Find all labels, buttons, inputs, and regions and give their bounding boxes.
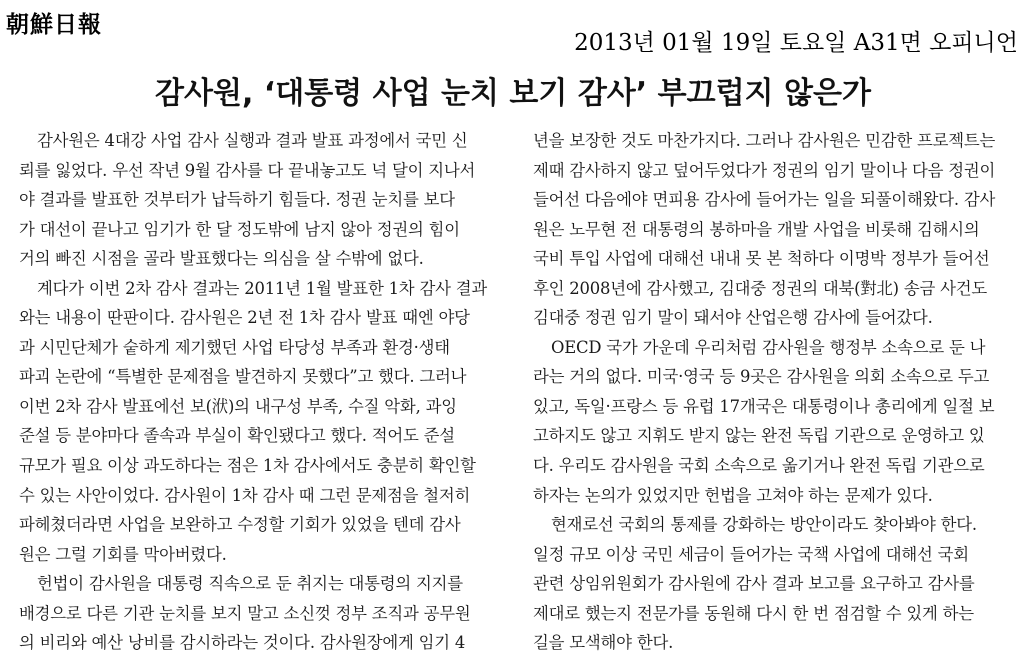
text-line: 들어선 다음에야 면피용 감사에 들어가는 일을 되풀이해왔다. 감사 bbox=[533, 190, 996, 210]
text-line: 원은 그럴 기회를 막아버렸다. bbox=[19, 544, 227, 564]
text-line: 일정 규모 이상 국민 세금이 들어가는 국책 사업에 대해선 국회 bbox=[533, 544, 969, 564]
text-line: 와는 내용이 딴판이다. 감사원은 2년 전 1차 감사 발표 때엔 야당 bbox=[19, 308, 470, 328]
text-line: 규모가 필요 이상 과도하다는 점은 1차 감사에서도 충분히 확인할 bbox=[19, 456, 476, 476]
text-line: 가 대선이 끝나고 임기가 한 달 정도밖에 남지 않아 정권의 힘이 bbox=[19, 219, 460, 239]
text-line: 고하지도 않고 지휘도 받지 않는 완전 독립 기관으로 운영하고 있 bbox=[533, 426, 985, 446]
newspaper-masthead: 朝鮮日報 bbox=[6, 11, 102, 38]
text-line: 뢰를 잃었다. 우선 작년 9월 감사를 다 끝내놓고도 넉 달이 지나서 bbox=[19, 160, 476, 180]
text-line: 현재로선 국회의 통제를 강화하는 방안이라도 찾아봐야 한다. bbox=[551, 515, 977, 535]
text-line: 야 결과를 발표한 것부터가 납득하기 힘들다. 정권 눈치를 보다 bbox=[19, 190, 455, 210]
text-line: 이번 2차 감사 발표에선 보(洑)의 내구성 부족, 수질 악화, 과잉 bbox=[19, 396, 457, 416]
text-line: 라는 거의 없다. 미국·영국 등 9곳은 감사원을 의회 소속으로 두고 bbox=[533, 367, 990, 387]
article-column-left bbox=[19, 126, 505, 658]
text-line: 계다가 이번 2차 감사 결과는 2011년 1월 발표한 1차 감사 결과 bbox=[37, 278, 487, 298]
text-line: 년을 보장한 것도 마찬가지다. 그러나 감사원은 민감한 프로젝트는 bbox=[533, 131, 996, 150]
text-line: 과 시민단체가 숱하게 제기했던 사업 타당성 부족과 환경·생태 bbox=[19, 337, 450, 357]
text-line: 김대중 정권 임기 말이 돼서야 산업은행 감사에 들어갔다. bbox=[533, 308, 933, 328]
text-line: 감사원은 4대강 사업 감사 실행과 결과 발표 과정에서 국민 신 bbox=[37, 131, 468, 150]
text-line: 배경으로 다른 기관 눈치를 보지 말고 소신껏 정부 조직과 공무원 bbox=[19, 603, 471, 623]
article-column-right bbox=[533, 126, 1020, 658]
text-line: 국비 투입 사업에 대해선 내내 못 본 척하다 이명박 정부가 들어선 bbox=[533, 249, 990, 269]
text-line: 거의 빠진 시점을 골라 발표했다는 의심을 살 수밖에 없다. bbox=[19, 249, 424, 269]
text-line: 의 비리와 예산 낭비를 감시하라는 것이다. 감사원장에게 임기 4 bbox=[19, 633, 466, 653]
text-line: 준설 등 분야마다 졸속과 부실이 확인됐다고 했다. 적어도 준설 bbox=[19, 426, 455, 446]
text-line: 헌법이 감사원을 대통령 직속으로 둔 취지는 대통령의 지지를 bbox=[37, 574, 463, 594]
page-title: 감사원, ‘대통령 사업 눈치 보기 감사’ 부끄럽지 않은가 bbox=[155, 76, 871, 111]
text-line: 파헤쳤더라면 사업을 보완하고 수정할 기회가 있었을 텐데 감사 bbox=[19, 515, 461, 535]
text-line: 하자는 논의가 있었지만 헌법을 고쳐야 하는 문제가 있다. bbox=[533, 485, 933, 505]
text-line: 관련 상임위원회가 감사원에 감사 결과 보고를 요구하고 감사를 bbox=[533, 574, 975, 594]
text-line: 있고, 독일·프랑스 등 유럽 17개국은 대통령이나 총리에게 일절 보 bbox=[533, 396, 995, 416]
text-line: 원은 노무현 전 대통령의 봉하마을 개발 사업을 비롯해 김해시의 bbox=[533, 219, 980, 239]
text-line: 파괴 논란에 “특별한 문제점을 발견하지 못했다”고 했다. 그러나 bbox=[19, 367, 467, 387]
text-line: 길을 모색해야 한다. bbox=[533, 633, 674, 653]
text-line: 수 있는 사안이었다. 감사원이 1차 감사 때 그런 문제점을 철저히 bbox=[19, 485, 471, 505]
text-line: 다. 우리도 감사원을 국회 소속으로 옮기거나 완전 독립 기관으로 bbox=[533, 456, 985, 476]
text-line: 후인 2008년에 감사했고, 김대중 정권의 대북(對北) 송금 사건도 bbox=[533, 278, 988, 298]
text-line: OECD 국가 가운데 우리처럼 감사원을 행정부 소속으로 둔 나 bbox=[551, 337, 986, 357]
text-line: 제때 감사하지 않고 덮어두었다가 정권의 임기 말이나 다음 정권이 bbox=[533, 160, 996, 180]
text-line: 제대로 했는지 전문가를 동원해 다시 한 번 점검할 수 있게 하는 bbox=[533, 603, 974, 623]
dateline: 2013년 01월 19일 토요일 A31면 오피니언 bbox=[574, 30, 1018, 56]
